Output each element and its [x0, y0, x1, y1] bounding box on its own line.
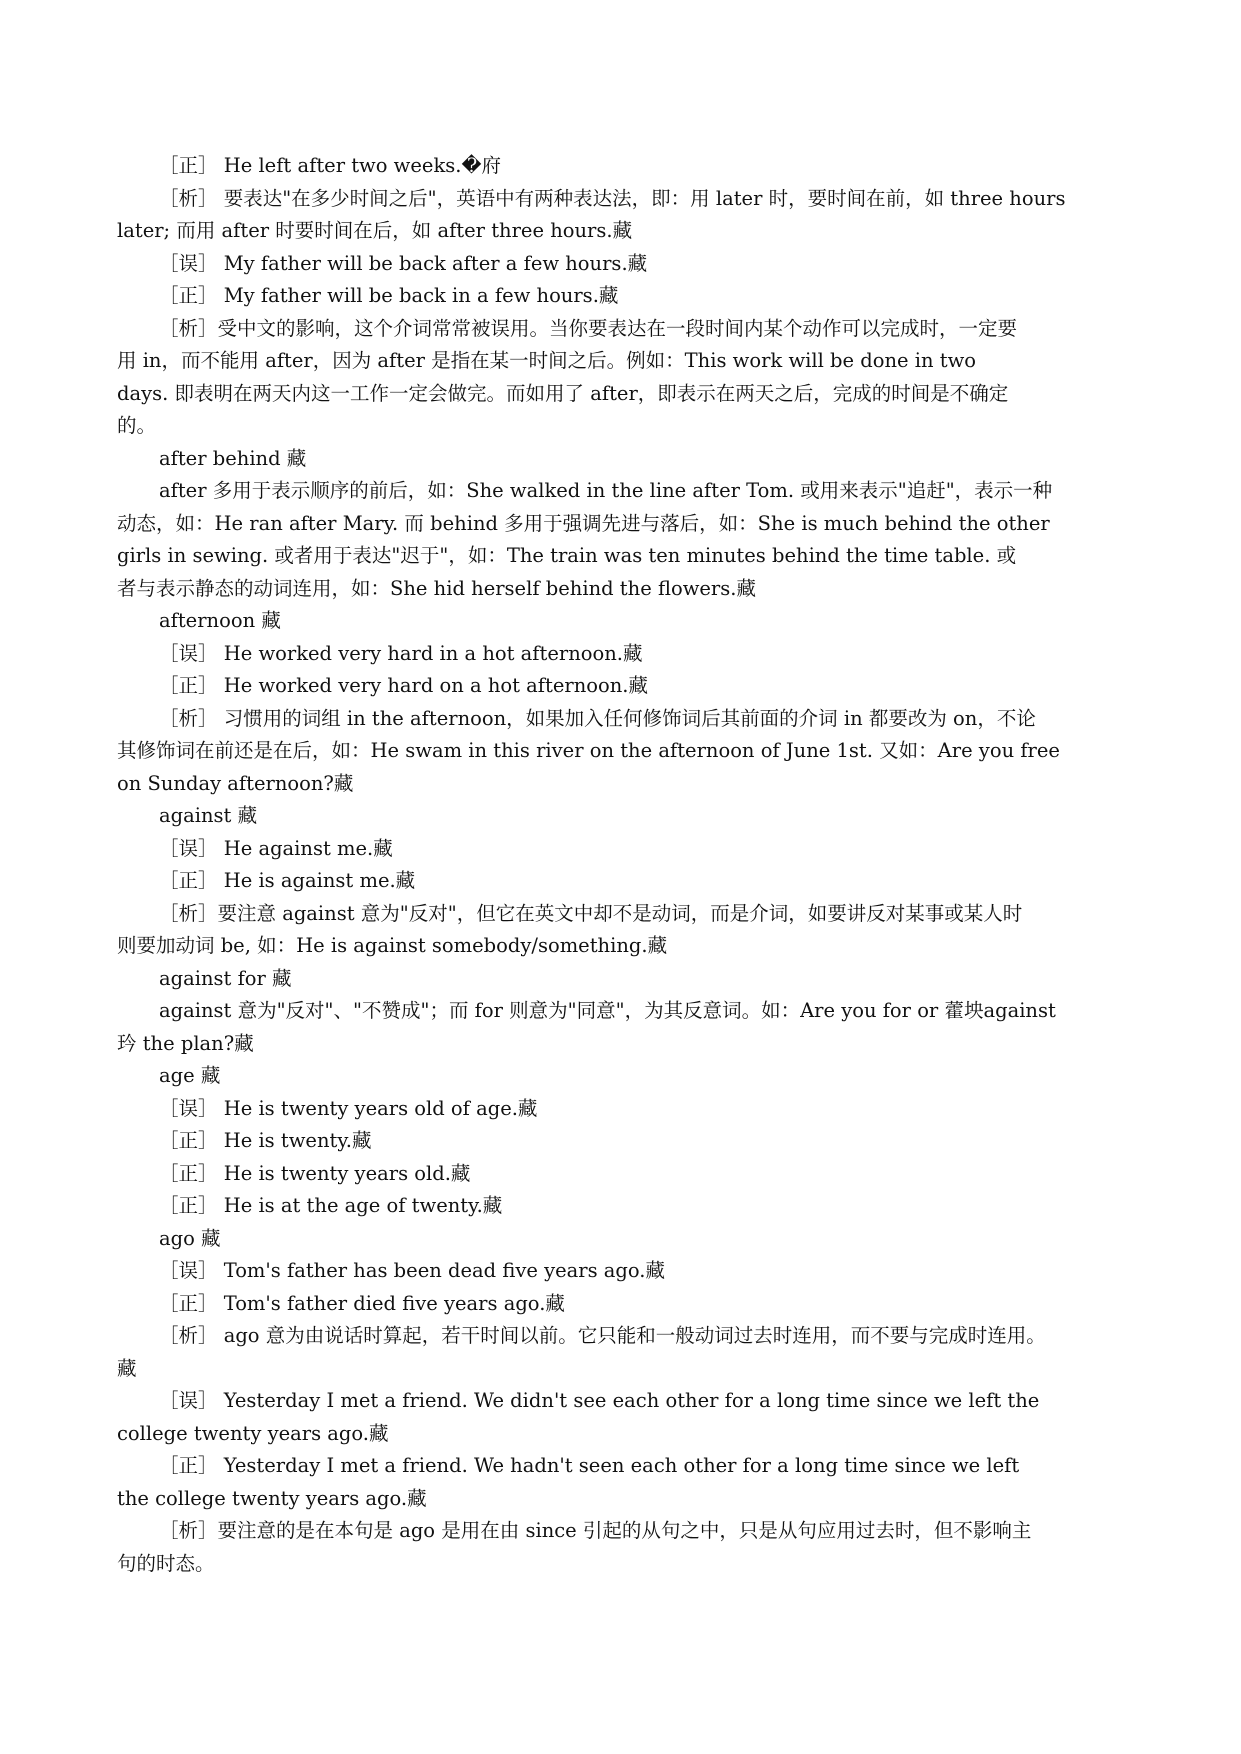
text-line: ［误］ My father will be back after a few hours.藏 — [159, 251, 648, 275]
text-line: ［误］ Tom's father has been dead five years ago.藏 — [159, 1259, 666, 1282]
text-line: the college twenty years ago.藏 — [117, 1486, 427, 1510]
text-line: girls in sewing. 或者用于表达"迟于"，如：The train was ten minutes behind the time table. 或 — [117, 544, 1017, 567]
document-body — [117, 150, 1167, 1580]
text-line: after 多用于表示顺序的前后，如：She walked in the line after Tom. 或用来表示"追赶"，表示一种 — [159, 479, 1053, 502]
text-line: 藏 — [117, 1356, 137, 1380]
text-line: ［析］要注意 against 意为"反对"，但它在英文中却不是动词，而是介词，如要讲反对某事或某人时 — [159, 901, 1023, 925]
entry-headword: afternoon 藏 — [159, 609, 281, 632]
text-line: 句的时态。 — [117, 1551, 215, 1575]
text-line: 的。 — [117, 414, 157, 437]
text-line: 则要加动词 be, 如：He is against somebody/something.藏 — [117, 934, 668, 957]
text-line: days. 即表明在两天内这一工作一定会做完。而如用了 after，即表示在两天之后，完成的时间是不确定 — [117, 381, 1009, 405]
text-line: against 意为"反对"、"不赞成"；而 for 则意为"同意"，为其反意词。如：Are you for or 藿坱against — [159, 999, 1056, 1022]
text-line: ［正］ He is against me.藏 — [159, 869, 416, 892]
text-line: ［误］ Yesterday I met a friend. We didn't see each other for a long time since we left the — [159, 1389, 1040, 1412]
entry-headword: ago 藏 — [159, 1226, 221, 1250]
text-line: ［正］ He left after two weeks.�府 — [159, 154, 501, 177]
entry-headword: after behind 藏 — [159, 446, 307, 470]
text-line: ［析］ 要表达"在多少时间之后"，英语中有两种表达法，即：用 later 时，要时间在前，如 three hours — [159, 186, 1066, 210]
text-line: ［正］ My father will be back in a few hours.藏 — [159, 284, 619, 307]
text-line: 用 in，而不能用 after，因为 after 是指在某一时间之后。例如：This work will be done in two — [117, 349, 977, 372]
text-line: ［正］ He is twenty years old.藏 — [159, 1161, 471, 1185]
text-line: 动态，如：He ran after Mary. 而 behind 多用于强调先进与落后，如：She is much behind the other — [117, 511, 1050, 535]
text-line: 玪 the plan?藏 — [117, 1031, 254, 1055]
text-line: ［正］ Tom's father died five years ago.藏 — [159, 1291, 565, 1315]
text-line: ［析］受中文的影响，这个介词常常被误用。当你要表达在一段时间内某个动作可以完成时，一定要 — [159, 316, 1018, 340]
entry-headword: against for 藏 — [159, 966, 292, 990]
text-line: ［误］ He is twenty years old of age.藏 — [159, 1096, 538, 1120]
entry-headword: against 藏 — [159, 804, 258, 827]
text-line: ［析］ ago 意为由说话时算起，若干时间以前。它只能和一般动词过去时连用，而不要与完成时连用。 — [159, 1324, 1046, 1347]
text-line: college twenty years ago.藏 — [117, 1421, 389, 1445]
text-line: on Sunday afternoon?藏 — [117, 771, 354, 795]
text-line: 者与表示静态的动词连用，如：She hid herself behind the flowers.藏 — [117, 576, 756, 600]
text-line: ［误］ He worked very hard in a hot afternoon.藏 — [159, 641, 643, 665]
text-line: 其修饰词在前还是在后，如：He swam in this river on the afternoon of June 1st. 又如：Are you free — [117, 739, 1060, 762]
text-line: ［正］ Yesterday I met a friend. We hadn't seen each other for a long time since we left — [159, 1454, 1020, 1477]
text-line: ［正］ He worked very hard on a hot afternoon.藏 — [159, 674, 649, 697]
text-line: ［正］ He is twenty.藏 — [159, 1129, 372, 1152]
text-line: ［析］ 习惯用的词组 in the afternoon，如果加入任何修饰词后其前面的介词 in 都要改为 on，不论 — [159, 706, 1036, 730]
text-line: ［误］ He against me.藏 — [159, 836, 393, 860]
text-line: ［正］ He is at the age of twenty.藏 — [159, 1194, 503, 1217]
text-line: ［析］要注意的是在本句是 ago 是用在由 since 引起的从句之中，只是从句应用过去时，但不影响主 — [159, 1519, 1032, 1542]
text-line: later; 而用 after 时要时间在后，如 after three hours.藏 — [117, 219, 633, 242]
entry-headword: age 藏 — [159, 1064, 221, 1087]
